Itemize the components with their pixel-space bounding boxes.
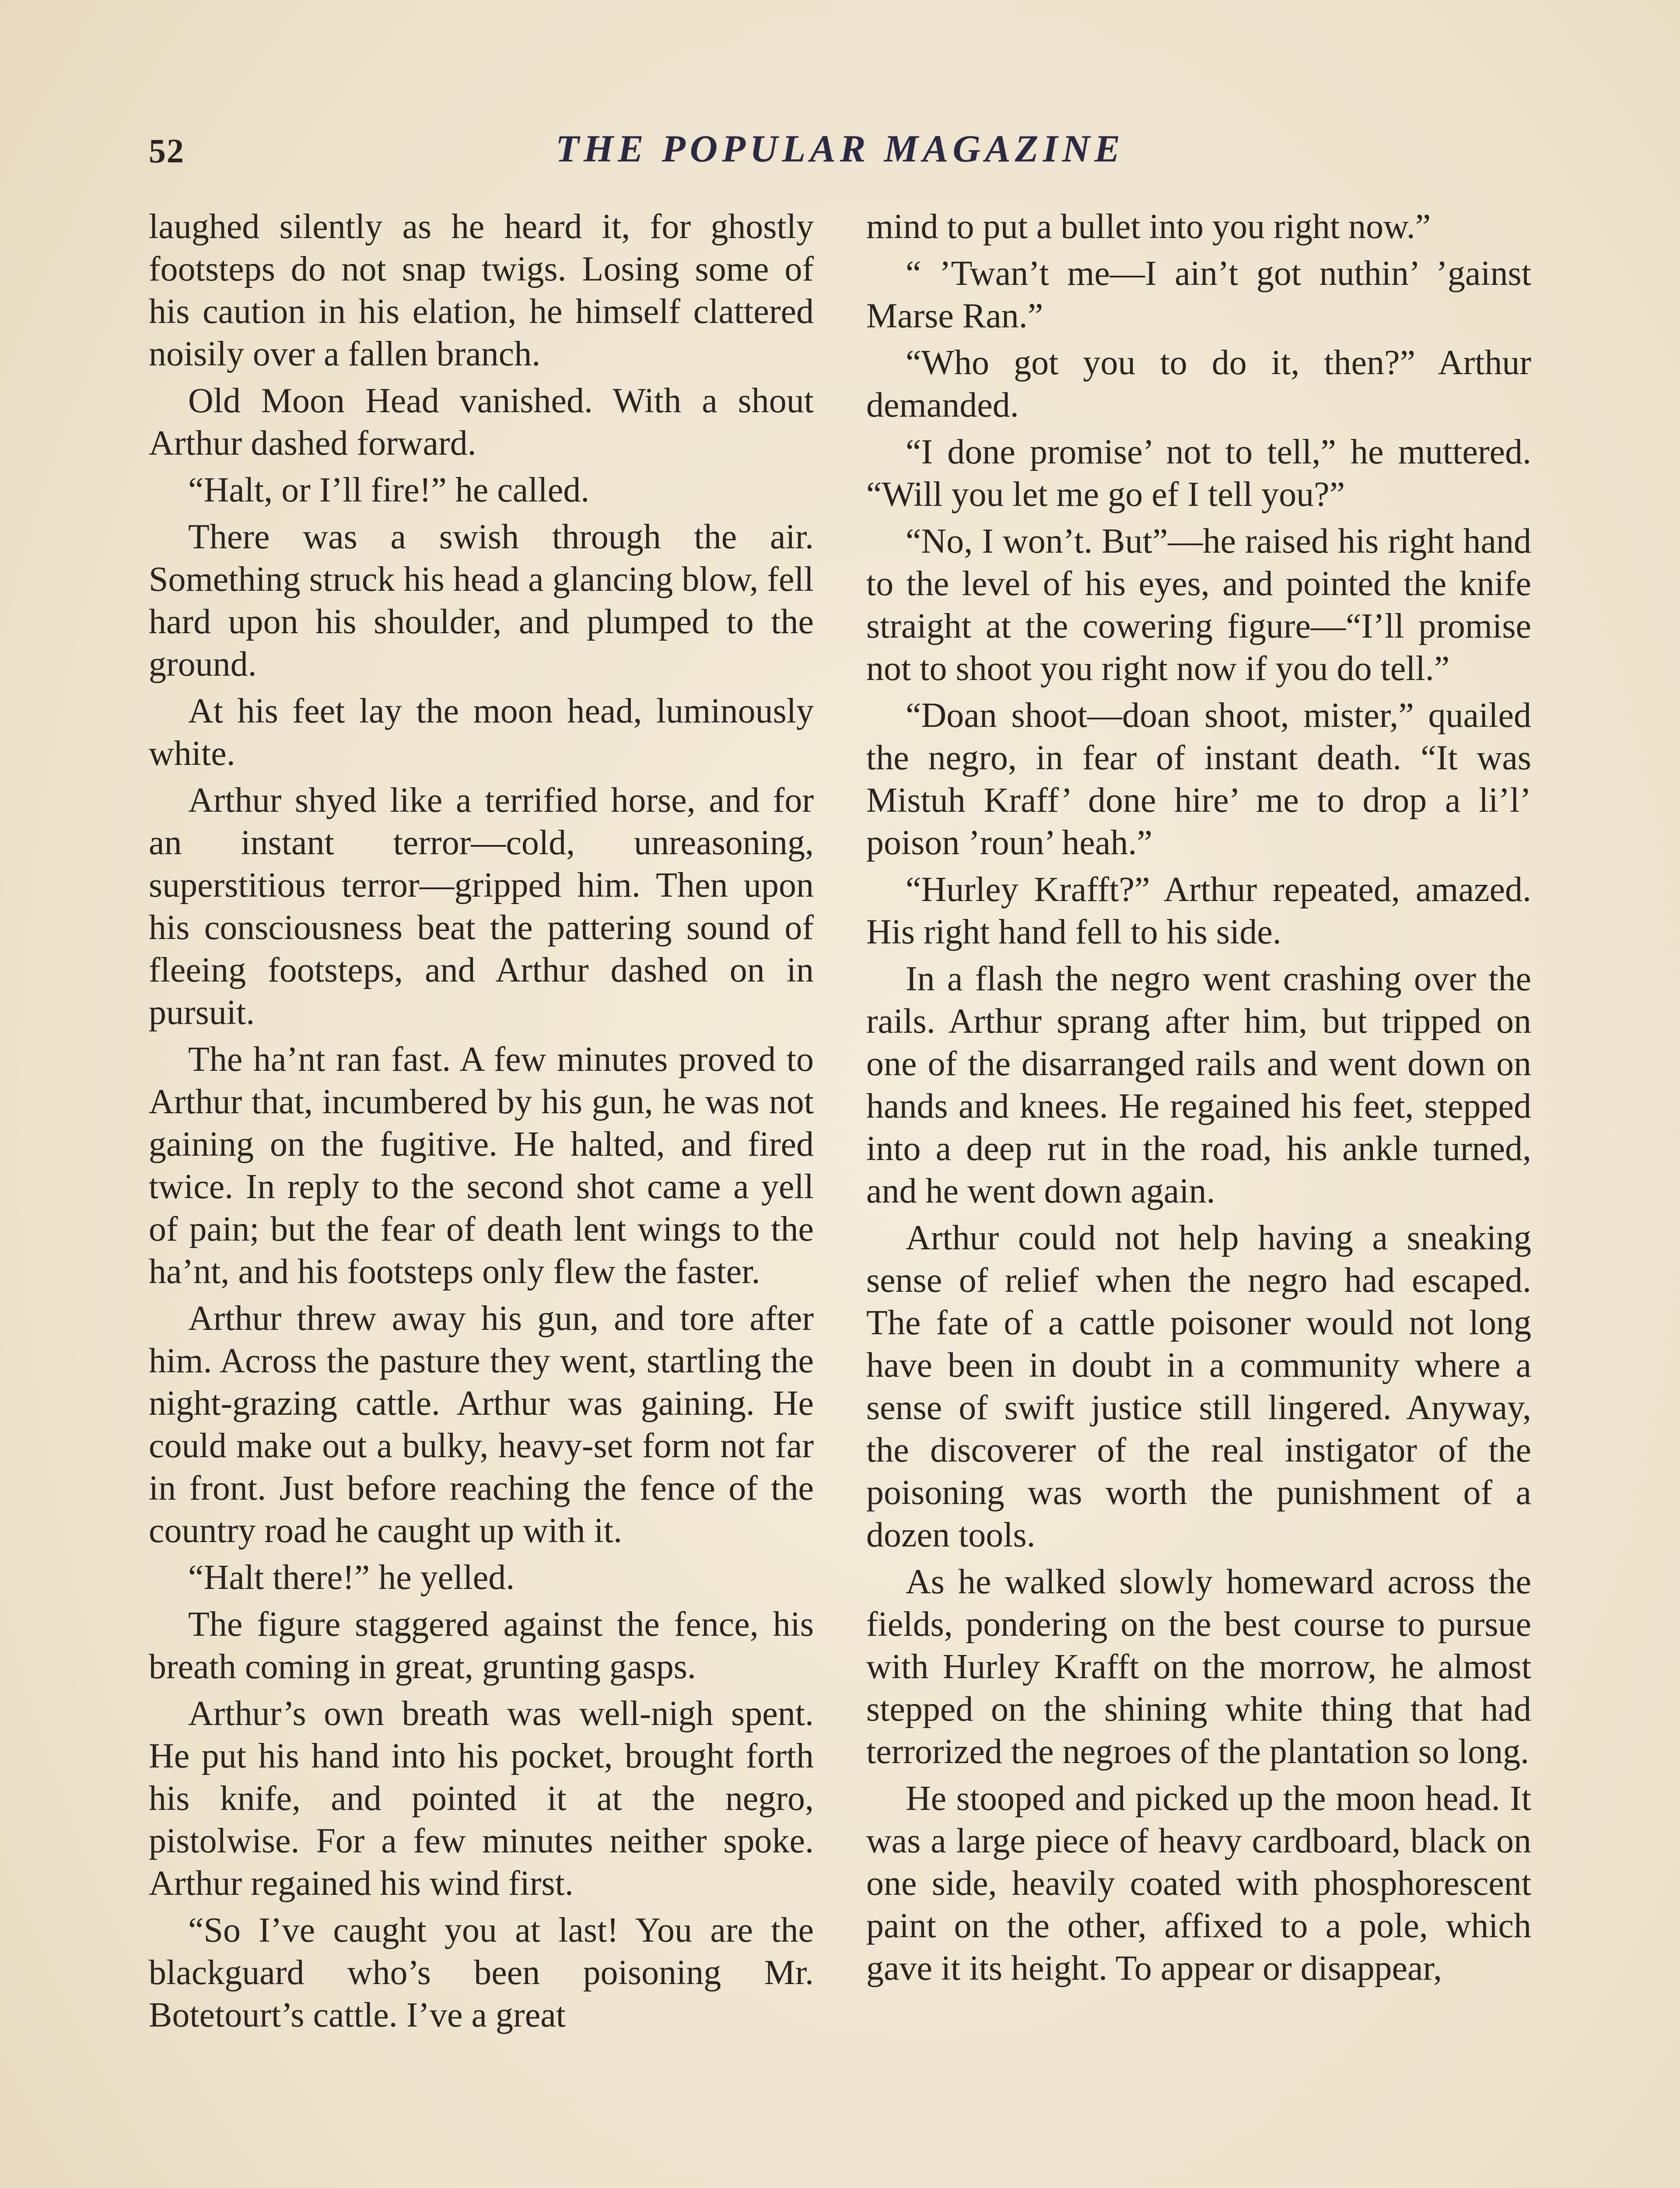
- paragraph: Arthur could not help having a sneaking sense of relief when the negro had escaped. The fate of a cattle poisoner would not long have been in doubt in a community where a sense of swift justice still lingered. Anyway, the discoverer of the real instigator of the poisoning was worth the punishment of a dozen tools.: [866, 1219, 1531, 1554]
- page-number: 52: [149, 132, 185, 170]
- paragraph: The figure staggered against the fence, his breath coming in great, grunting gasps.: [149, 1605, 814, 1686]
- paragraph: At his feet lay the moon head, luminously white.: [149, 692, 814, 773]
- paragraph: “Halt, or I’ll fire!” he called.: [188, 471, 590, 509]
- paragraph: Arthur’s own breath was well-nigh spent. He put his hand into his pocket, brought forth his knife, and pointed it at the negro, pistolwise. For a few minutes neither spoke. Arthur regained his wind first.: [149, 1694, 814, 1903]
- right-column: [866, 206, 1531, 2188]
- paragraph: “No, I won’t. But”—he raised his right hand to the level of his eyes, and pointed the knife straight at the cowering figure—“I’ll promise not to shoot you right now if you do tell.”: [866, 522, 1531, 688]
- paragraph: As he walked slowly homeward across the fields, pondering on the best course to pursue with Hurley Krafft on the morrow, he almost stepped on the shining white thing that had terrorized the negroes of the plantation so long.: [866, 1563, 1531, 1771]
- paragraph: “So I’ve caught you at last! You are the blackguard who’s been poisoning Mr. Botetourt’s cattle. I’ve a great: [149, 1911, 814, 2034]
- page-header: [149, 127, 1531, 179]
- paragraph: Arthur threw away his gun, and tore after him. Across the pasture they went, startling the night-grazing cattle. Arthur was gaining. He could make out a bulky, heavy-set form not far in front. Just before reaching the fence of the country road he caught up with it.: [149, 1299, 814, 1550]
- paragraph: “Hurley Krafft?” Arthur repeated, amazed. His right hand fell to his side.: [866, 870, 1531, 951]
- paragraph: laughed silently as he heard it, for ghostly footsteps do not snap twigs. Losing some of his caution in his elation, he himself clattered noisily over a fallen branch.: [149, 207, 814, 373]
- running-head: THE POPULAR MAGAZINE: [555, 128, 1125, 170]
- paragraph: mind to put a bullet into you right now.”: [866, 207, 1431, 246]
- paragraph: “Who got you to do it, then?” Arthur demanded.: [866, 344, 1531, 424]
- paragraph: “ ’Twan’t me—I ain’t got nuthin’ ’gainst Marse Ran.”: [866, 254, 1531, 335]
- paragraph: In a flash the negro went crashing over the rails. Arthur sprang after him, but tripped on one of the disarranged rails and went down on hands and knees. He regained his feet, stepped into a deep rut in the road, his ankle turned, and he went down again.: [866, 960, 1531, 1210]
- paragraph: “I done promise’ not to tell,” he muttered. “Will you let me go ef I tell you?”: [866, 433, 1531, 514]
- paragraph: “Halt there!” he yelled.: [188, 1558, 515, 1597]
- left-column: [149, 206, 814, 2188]
- text-columns: [149, 206, 1540, 2188]
- paragraph: The ha’nt ran fast. A few minutes proved to Arthur that, incumbered by his gun, he was not gaining on the fugitive. He halted, and fired twice. In reply to the second shot came a yell of pain; but the fear of death lent wings to the ha’nt, and his footsteps only flew the faster.: [149, 1040, 814, 1291]
- paragraph: Old Moon Head vanished. With a shout Arthur dashed forward.: [149, 382, 814, 463]
- paragraph: Arthur shyed like a terrified horse, and for an instant terror—cold, unreasoning, superstitious terror—gripped him. Then upon his consciousness beat the pattering sound of fleeing footsteps, and Arthur dashed on in pursuit.: [149, 781, 814, 1032]
- paragraph: He stooped and picked up the moon head. It was a large piece of heavy cardboard, black on one side, heavily coated with phosphorescent paint on the other, affixed to a pole, which gave it its height. To appear or disappear,: [866, 1779, 1531, 1988]
- paragraph: There was a swish through the air. Something struck his head a glancing blow, fell hard upon his shoulder, and plumped to the ground.: [149, 518, 814, 684]
- paragraph: “Doan shoot—doan shoot, mister,” quailed the negro, in fear of instant death. “It was Mistuh Kraff’ done hire’ me to drop a li’l’ poison ’roun’ heah.”: [866, 696, 1531, 862]
